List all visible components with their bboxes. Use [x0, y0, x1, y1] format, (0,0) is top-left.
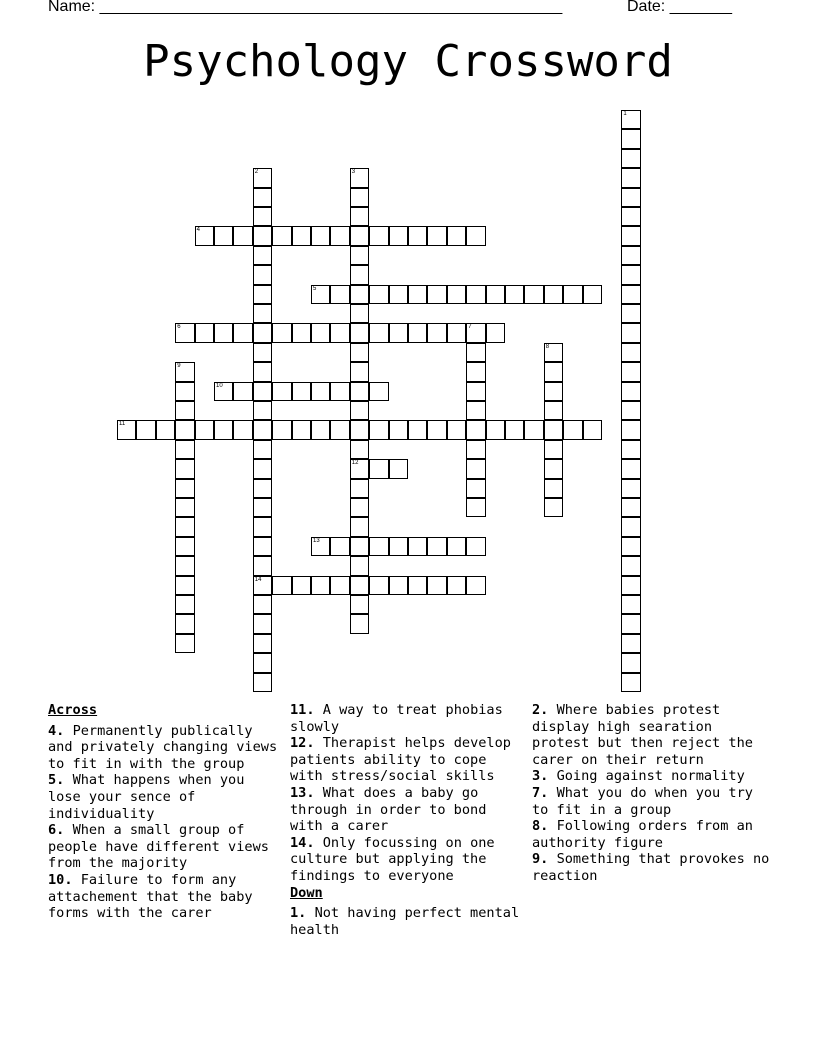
grid-cell[interactable]	[544, 479, 563, 498]
clue-text: What happens when you lose your sence of individuality	[48, 772, 245, 822]
clue-text: Therapist helps develop patients ability to cope with stress/social skills	[290, 735, 511, 785]
grid-cell[interactable]	[195, 323, 214, 342]
grid-cell[interactable]	[389, 537, 408, 556]
across-heading: Across	[48, 702, 98, 718]
grid-cell[interactable]	[253, 673, 272, 692]
grid-cell[interactable]	[389, 459, 408, 478]
grid-cell[interactable]	[253, 382, 272, 401]
across-clue-10	[48, 872, 284, 922]
grid-cell[interactable]	[350, 440, 369, 459]
grid-cell[interactable]	[350, 226, 369, 245]
grid-cell[interactable]	[330, 382, 349, 401]
grid-cell[interactable]	[350, 614, 369, 633]
grid-cell[interactable]	[621, 188, 640, 207]
grid-cell[interactable]	[466, 323, 485, 342]
grid-cell[interactable]	[350, 517, 369, 536]
clue-text: Not having perfect mental health	[290, 905, 520, 938]
grid-cell[interactable]	[621, 207, 640, 226]
grid-cell[interactable]	[330, 226, 349, 245]
clue-number: 5.	[48, 772, 65, 789]
grid-cell[interactable]	[272, 323, 291, 342]
grid-cell[interactable]	[621, 382, 640, 401]
grid-cell[interactable]	[583, 420, 602, 439]
cell-number: 3	[351, 169, 356, 176]
cell-number: 14	[254, 576, 262, 583]
grid-cell[interactable]	[621, 595, 640, 614]
grid-cell[interactable]	[253, 537, 272, 556]
grid-cell[interactable]	[253, 479, 272, 498]
grid-cell[interactable]	[350, 595, 369, 614]
grid-cell[interactable]	[175, 362, 194, 381]
grid-cell[interactable]	[621, 226, 640, 245]
down-clue-9	[532, 851, 772, 884]
grid-cell[interactable]	[330, 420, 349, 439]
grid-cell[interactable]	[466, 285, 485, 304]
grid-cell[interactable]	[621, 265, 640, 284]
grid-cell[interactable]	[253, 226, 272, 245]
clue-text: What you do when you try to fit in a group	[532, 784, 753, 818]
grid-cell[interactable]	[466, 420, 485, 439]
clue-text: Permanently publically and privately changing views to fit in with the group	[48, 722, 278, 772]
down-heading: Down	[290, 884, 323, 901]
across-clue-6	[48, 822, 284, 872]
grid-cell[interactable]	[292, 226, 311, 245]
grid-cell[interactable]	[447, 576, 466, 595]
grid-cell[interactable]	[253, 246, 272, 265]
cell-number: 10	[216, 382, 223, 389]
clue-text: Failure to form any attachement that the baby forms with the carer	[48, 871, 253, 922]
clue-number: 7.	[532, 784, 549, 801]
grid-cell[interactable]	[330, 537, 349, 556]
grid-cell[interactable]	[350, 479, 369, 498]
grid-cell[interactable]	[311, 226, 330, 245]
grid-cell[interactable]	[369, 537, 388, 556]
grid-cell[interactable]	[466, 479, 485, 498]
grid-cell[interactable]	[175, 634, 194, 653]
down-clue-8	[532, 818, 772, 851]
grid-cell[interactable]	[272, 420, 291, 439]
cell-number: 11	[119, 421, 126, 428]
grid-cell[interactable]	[466, 382, 485, 401]
grid-cell[interactable]	[253, 285, 272, 304]
clue-text: Only focussing on one culture but applying the findings to everyone	[290, 834, 495, 884]
grid-cell[interactable]	[408, 420, 427, 439]
grid-cell[interactable]	[486, 285, 505, 304]
grid-cell[interactable]	[621, 129, 640, 148]
grid-cell[interactable]	[466, 362, 485, 381]
grid-cell[interactable]	[233, 420, 252, 439]
grid-cell[interactable]	[214, 382, 233, 401]
grid-cell[interactable]	[389, 420, 408, 439]
grid-cell[interactable]	[253, 614, 272, 633]
grid-cell[interactable]	[253, 517, 272, 536]
grid-cell[interactable]	[447, 537, 466, 556]
grid-cell[interactable]	[350, 207, 369, 226]
grid-cell[interactable]	[621, 459, 640, 478]
grid-cell[interactable]	[408, 323, 427, 342]
grid-cell[interactable]	[621, 362, 640, 381]
grid-cell[interactable]	[253, 362, 272, 381]
grid-cell[interactable]	[350, 401, 369, 420]
grid-cell[interactable]	[214, 323, 233, 342]
grid-cell[interactable]	[466, 576, 485, 595]
grid-cell[interactable]	[175, 498, 194, 517]
grid-cell[interactable]	[195, 226, 214, 245]
cell-number: 12	[351, 460, 359, 467]
grid-cell[interactable]	[621, 479, 640, 498]
grid-cell[interactable]	[292, 382, 311, 401]
grid-cell[interactable]	[272, 576, 291, 595]
clue-column-2	[290, 702, 526, 938]
grid-cell[interactable]	[621, 614, 640, 633]
grid-cell[interactable]	[369, 459, 388, 478]
down-clue-3	[532, 768, 772, 785]
grid-cell[interactable]	[233, 382, 252, 401]
grid-cell[interactable]	[311, 537, 330, 556]
across-clue-11	[290, 702, 526, 735]
grid-cell[interactable]	[408, 285, 427, 304]
clue-text: Following orders from an authority figure	[532, 818, 753, 851]
clue-column-1	[48, 702, 284, 922]
grid-cell[interactable]	[272, 382, 291, 401]
grid-cell[interactable]	[621, 343, 640, 362]
across-clue-13	[290, 785, 526, 835]
grid-cell[interactable]	[621, 440, 640, 459]
clue-number: 12.	[290, 735, 315, 752]
grid-cell[interactable]	[544, 440, 563, 459]
across-clue-5	[48, 772, 284, 822]
grid-cell[interactable]	[369, 226, 388, 245]
grid-cell[interactable]	[389, 226, 408, 245]
grid-cell[interactable]	[369, 285, 388, 304]
grid-cell[interactable]	[466, 343, 485, 362]
clue-number: 9.	[532, 851, 549, 868]
grid-cell[interactable]	[544, 498, 563, 517]
grid-cell[interactable]	[427, 226, 446, 245]
grid-cell[interactable]	[175, 595, 194, 614]
grid-cell[interactable]	[253, 595, 272, 614]
grid-cell[interactable]	[447, 285, 466, 304]
grid-cell[interactable]	[253, 420, 272, 439]
cell-number: 6	[177, 324, 181, 331]
grid-cell[interactable]	[175, 420, 194, 439]
cell-number: 5	[313, 285, 317, 292]
grid-cell[interactable]	[408, 576, 427, 595]
grid-cell[interactable]	[350, 382, 369, 401]
grid-cell[interactable]	[311, 323, 330, 342]
grid-cell[interactable]	[544, 401, 563, 420]
clue-number: 4.	[48, 722, 65, 739]
grid-cell[interactable]	[447, 323, 466, 342]
grid-cell[interactable]	[175, 576, 194, 595]
grid-cell[interactable]	[253, 634, 272, 653]
cell-number: 2	[254, 169, 259, 176]
grid-cell[interactable]	[466, 440, 485, 459]
grid-cell[interactable]	[175, 401, 194, 420]
grid-cell[interactable]	[253, 265, 272, 284]
grid-cell[interactable]	[621, 653, 640, 672]
cell-number: 13	[313, 537, 320, 544]
grid-cell[interactable]	[350, 362, 369, 381]
grid-cell[interactable]	[175, 440, 194, 459]
grid-cell[interactable]	[505, 420, 524, 439]
grid-cell[interactable]	[447, 226, 466, 245]
grid-cell[interactable]	[621, 168, 640, 187]
grid-cell[interactable]	[544, 420, 563, 439]
grid-cell[interactable]	[292, 420, 311, 439]
clue-number: 2.	[532, 702, 549, 718]
grid-cell[interactable]	[621, 537, 640, 556]
grid-cell[interactable]	[195, 420, 214, 439]
grid-cell[interactable]	[621, 556, 640, 575]
grid-cell[interactable]	[621, 246, 640, 265]
down-clue-1	[290, 905, 526, 938]
grid-cell[interactable]	[621, 304, 640, 323]
clue-column-3	[532, 702, 772, 885]
grid-cell[interactable]	[369, 420, 388, 439]
grid-cell[interactable]	[447, 420, 466, 439]
grid-cell[interactable]	[544, 362, 563, 381]
grid-cell[interactable]	[330, 285, 349, 304]
clue-number: 13.	[290, 784, 315, 801]
grid-cell[interactable]	[389, 323, 408, 342]
grid-cell[interactable]	[583, 285, 602, 304]
grid-cell[interactable]	[175, 517, 194, 536]
grid-cell[interactable]	[311, 285, 330, 304]
grid-cell[interactable]	[369, 323, 388, 342]
grid-cell[interactable]	[350, 265, 369, 284]
clue-text: A way to treat phobias slowly	[290, 702, 503, 735]
grid-cell[interactable]	[427, 576, 446, 595]
grid-cell[interactable]	[330, 323, 349, 342]
grid-cell[interactable]	[544, 285, 563, 304]
grid-cell[interactable]	[350, 188, 369, 207]
clue-text: Going against normality	[556, 768, 745, 785]
grid-cell[interactable]	[233, 323, 252, 342]
clue-number: 8.	[532, 818, 549, 835]
grid-cell[interactable]	[427, 323, 446, 342]
grid-cell[interactable]	[389, 576, 408, 595]
page-title: Psychology Crossword	[143, 36, 673, 87]
cell-number: 7	[468, 324, 472, 331]
grid-cell[interactable]	[427, 537, 446, 556]
grid-cell[interactable]	[175, 323, 194, 342]
grid-cell[interactable]	[408, 537, 427, 556]
grid-cell[interactable]	[427, 420, 446, 439]
grid-cell[interactable]	[253, 556, 272, 575]
grid-cell[interactable]	[524, 420, 543, 439]
clue-number: 6.	[48, 822, 65, 839]
grid-cell[interactable]	[175, 479, 194, 498]
grid-cell[interactable]	[621, 323, 640, 342]
grid-cell[interactable]	[253, 401, 272, 420]
grid-cell[interactable]	[311, 382, 330, 401]
grid-cell[interactable]	[350, 576, 369, 595]
grid-cell[interactable]	[621, 420, 640, 439]
cell-number: 9	[177, 363, 181, 370]
clue-text: Where babies protest display high searation protest but then reject the carer on their return	[532, 702, 753, 768]
grid-cell[interactable]	[311, 420, 330, 439]
clue-number: 11.	[290, 702, 315, 718]
grid-cell[interactable]	[350, 323, 369, 342]
grid-cell[interactable]	[408, 226, 427, 245]
clue-text: When a small group of people have different views from the majority	[48, 822, 269, 872]
down-clue-7	[532, 785, 772, 818]
grid-cell[interactable]	[466, 226, 485, 245]
grid-cell[interactable]	[350, 459, 369, 478]
grid-cell[interactable]	[156, 420, 175, 439]
grid-cell[interactable]	[563, 285, 582, 304]
grid-cell[interactable]	[544, 459, 563, 478]
grid-cell[interactable]	[175, 556, 194, 575]
grid-cell[interactable]	[350, 498, 369, 517]
grid-cell[interactable]	[466, 498, 485, 517]
grid-cell[interactable]	[136, 420, 155, 439]
cell-number: 1	[623, 111, 627, 117]
grid-cell[interactable]	[253, 576, 272, 595]
grid-cell[interactable]	[563, 420, 582, 439]
grid-cell[interactable]	[253, 653, 272, 672]
cell-number: 8	[545, 343, 550, 350]
grid-cell[interactable]	[621, 634, 640, 653]
grid-cell[interactable]	[621, 401, 640, 420]
grid-cell[interactable]	[350, 285, 369, 304]
grid-cell[interactable]	[350, 420, 369, 439]
clue-text: Something that provokes no reaction	[532, 851, 770, 884]
clue-number: 10.	[48, 871, 73, 888]
grid-cell[interactable]	[330, 576, 349, 595]
grid-cell[interactable]	[350, 168, 369, 187]
grid-cell[interactable]	[389, 285, 408, 304]
grid-cell[interactable]	[311, 576, 330, 595]
clue-number: 3.	[532, 768, 549, 785]
grid-cell[interactable]	[621, 673, 640, 692]
grid-cell[interactable]	[175, 614, 194, 633]
grid-cell[interactable]	[117, 420, 136, 439]
grid-cell[interactable]	[253, 304, 272, 323]
grid-cell[interactable]	[621, 285, 640, 304]
grid-cell[interactable]	[292, 576, 311, 595]
date-field-label[interactable]: Date: _______	[627, 0, 732, 15]
grid-cell[interactable]	[253, 323, 272, 342]
grid-cell[interactable]	[621, 498, 640, 517]
grid-cell[interactable]	[427, 285, 446, 304]
grid-cell[interactable]	[253, 207, 272, 226]
grid-cell[interactable]	[253, 343, 272, 362]
clue-number: 1.	[290, 905, 307, 922]
across-clue-4	[48, 723, 284, 773]
clue-number: 14.	[290, 834, 315, 851]
grid-cell[interactable]	[175, 382, 194, 401]
grid-cell[interactable]	[369, 576, 388, 595]
grid-cell[interactable]	[544, 382, 563, 401]
grid-cell[interactable]	[524, 285, 543, 304]
grid-cell[interactable]	[486, 420, 505, 439]
grid-cell[interactable]	[292, 323, 311, 342]
across-clue-14	[290, 835, 526, 885]
grid-cell[interactable]	[544, 343, 563, 362]
grid-cell[interactable]	[621, 517, 640, 536]
grid-cell[interactable]	[466, 459, 485, 478]
across-clue-12	[290, 735, 526, 785]
grid-cell[interactable]	[175, 459, 194, 478]
grid-cell[interactable]	[214, 420, 233, 439]
grid-cell[interactable]	[350, 556, 369, 575]
grid-cell[interactable]	[505, 285, 524, 304]
grid-cell[interactable]	[621, 149, 640, 168]
grid-cell[interactable]	[621, 576, 640, 595]
down-clue-2	[532, 702, 772, 768]
grid-cell[interactable]	[253, 459, 272, 478]
grid-cell[interactable]	[350, 537, 369, 556]
grid-cell[interactable]	[466, 537, 485, 556]
grid-cell[interactable]	[253, 168, 272, 187]
grid-cell[interactable]	[350, 246, 369, 265]
grid-cell[interactable]	[350, 304, 369, 323]
grid-cell[interactable]	[350, 343, 369, 362]
grid-cell[interactable]	[486, 323, 505, 342]
grid-cell[interactable]	[175, 537, 194, 556]
grid-cell[interactable]	[272, 226, 291, 245]
grid-cell[interactable]	[253, 498, 272, 517]
grid-cell[interactable]	[253, 440, 272, 459]
grid-cell[interactable]	[369, 382, 388, 401]
cell-number: 4	[196, 227, 200, 234]
grid-cell[interactable]	[253, 188, 272, 207]
grid-cell[interactable]	[214, 226, 233, 245]
clue-text: What does a baby go through in order to bond with a carer	[290, 784, 487, 835]
grid-cell[interactable]	[233, 226, 252, 245]
name-field-label[interactable]: Name: ____________________________________________________	[48, 0, 563, 15]
grid-cell[interactable]	[466, 401, 485, 420]
grid-cell[interactable]	[621, 110, 640, 129]
